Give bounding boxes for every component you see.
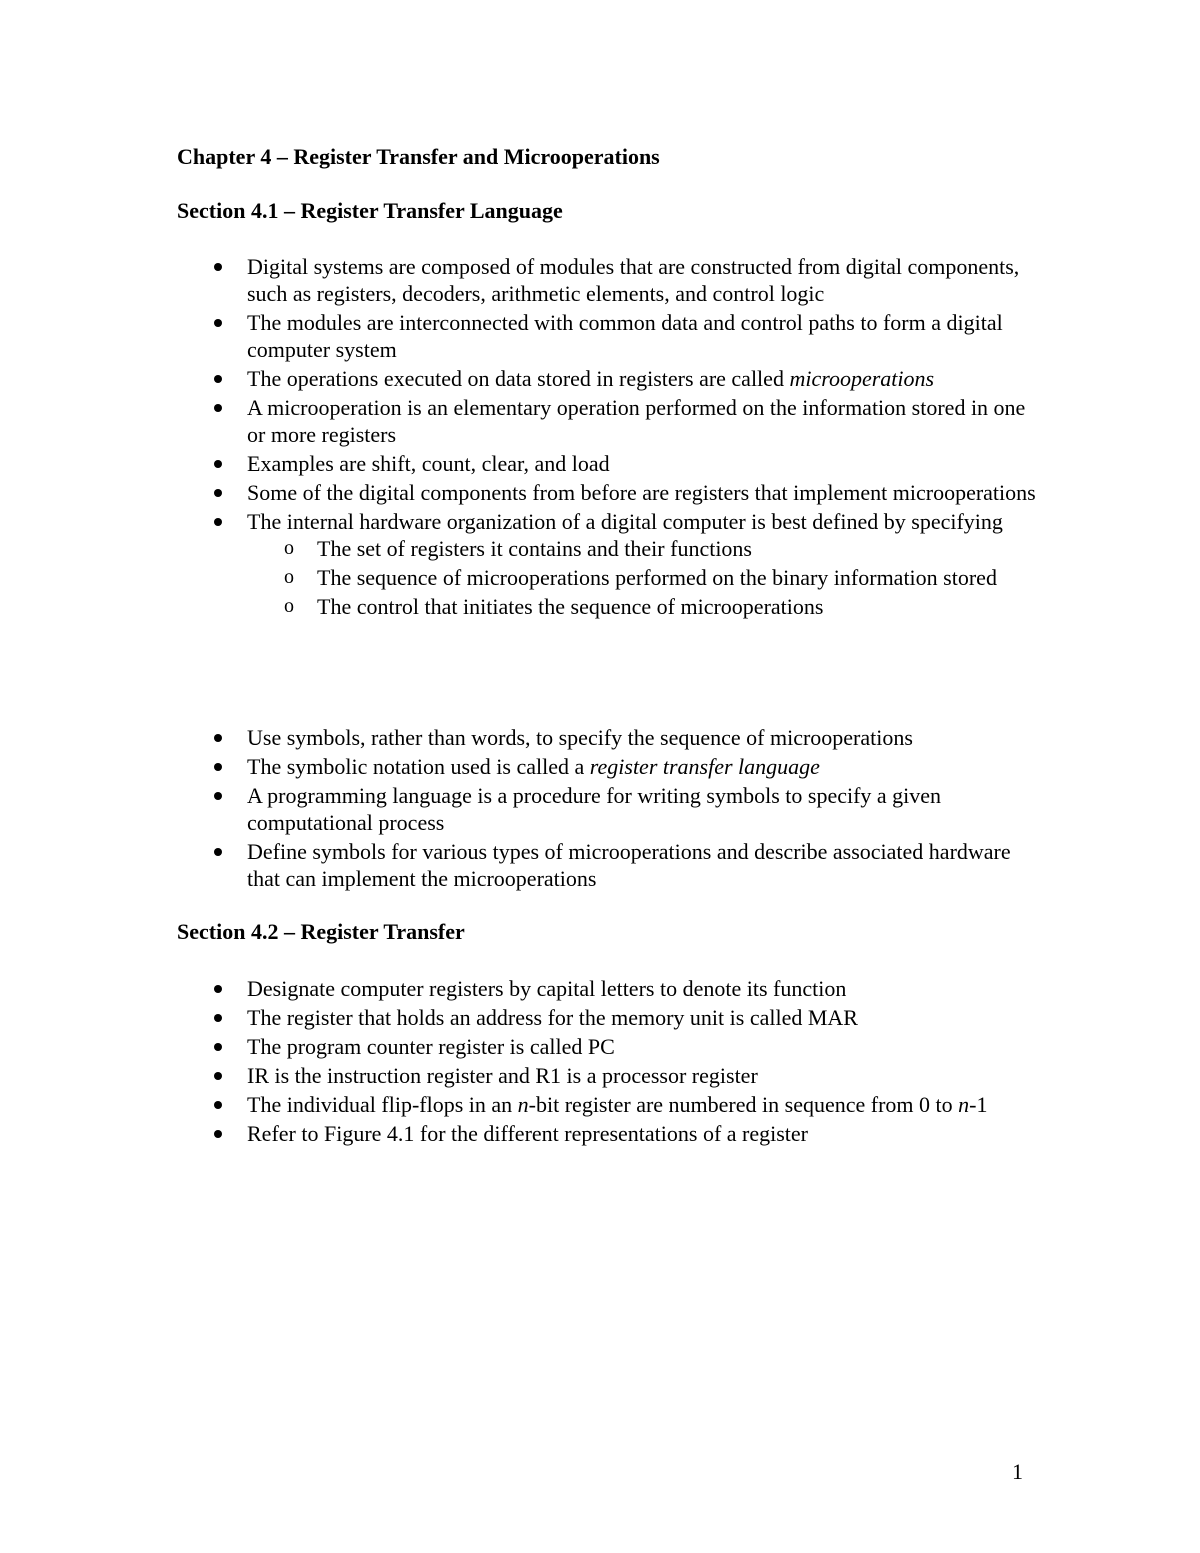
list-item: A microoperation is an elementary operation performed on the information stored in one or more registers: [0, 394, 1037, 448]
list-item: IR is the instruction register and R1 is a processor register: [0, 1062, 1037, 1089]
bullet-icon: [214, 792, 222, 800]
list-item: The internal hardware organization of a digital computer is best defined by specifying o The set of registers it contains and their functions o The sequence of microoperations performed on the binary information stored o The control that initiates the sequence of microoperations: [0, 508, 1037, 620]
list-item: The symbolic notation used is called a register transfer language: [0, 753, 1037, 780]
section-4-1-list-continued: [0, 724, 1200, 894]
list-item: Refer to Figure 4.1 for the different representations of a register: [0, 1120, 1037, 1147]
bullet-icon: [214, 1130, 222, 1138]
list-item: Define symbols for various types of microoperations and describe associated hardware that can implement the microoperations: [0, 838, 1037, 892]
term-microoperations: microoperations: [789, 366, 935, 391]
list-item: A programming language is a procedure for writing symbols to specify a given computational process: [0, 782, 1037, 836]
list-item: Digital systems are composed of modules that are constructed from digital components, such as registers, decoders, arithmetic elements, and control logic: [0, 253, 1037, 307]
term-register-transfer-language: register transfer language: [589, 754, 820, 779]
list-item: The modules are interconnected with common data and control paths to form a digital computer system: [0, 309, 1037, 363]
sub-list-item: o The control that initiates the sequence of microoperations: [284, 594, 824, 619]
bullet-icon: [214, 518, 222, 526]
bullet-icon: [214, 985, 222, 993]
list-item: Use symbols, rather than words, to specify the sequence of microoperations: [0, 724, 1037, 751]
circle-bullet-icon: o: [284, 595, 294, 617]
list-item: Examples are shift, count, clear, and load: [0, 450, 1037, 477]
bullet-icon: [214, 404, 222, 412]
bullet-icon: [214, 319, 222, 327]
bullet-icon: [214, 763, 222, 771]
bullet-icon: [214, 489, 222, 497]
circle-bullet-icon: o: [284, 537, 294, 559]
list-item: The individual flip-flops in an n-bit register are numbered in sequence from 0 to n-1: [0, 1091, 1037, 1118]
list-item: Some of the digital components from before are registers that implement microoperations: [0, 479, 1037, 506]
section-4-1-list: [0, 253, 1200, 622]
bullet-icon: [214, 1072, 222, 1080]
list-item: The operations executed on data stored in registers are called microoperations: [0, 365, 1037, 392]
bullet-icon: [214, 263, 222, 271]
bullet-icon: [214, 1014, 222, 1022]
section-4-2-title: Section 4.2 – Register Transfer: [177, 919, 465, 944]
sub-list-item: o The sequence of microoperations performed on the binary information stored: [284, 565, 997, 590]
bullet-icon: [214, 734, 222, 742]
bullet-icon: [214, 375, 222, 383]
page-number: 1: [1012, 1459, 1023, 1484]
bullet-icon: [214, 1101, 222, 1109]
section-4-2-list: [0, 975, 1200, 1149]
bullet-icon: [214, 460, 222, 468]
sub-list: [247, 535, 1037, 620]
circle-bullet-icon: o: [284, 566, 294, 588]
list-item: The register that holds an address for the memory unit is called MAR: [0, 1004, 1037, 1031]
bullet-icon: [214, 1043, 222, 1051]
chapter-title: Chapter 4 – Register Transfer and Microoperations: [177, 144, 660, 169]
sub-list-item: o The set of registers it contains and their functions: [284, 536, 752, 561]
bullet-icon: [214, 848, 222, 856]
list-item: Designate computer registers by capital letters to denote its function: [0, 975, 1037, 1002]
list-item: The program counter register is called PC: [0, 1033, 1037, 1060]
section-4-1-title: Section 4.1 – Register Transfer Language: [177, 198, 563, 223]
